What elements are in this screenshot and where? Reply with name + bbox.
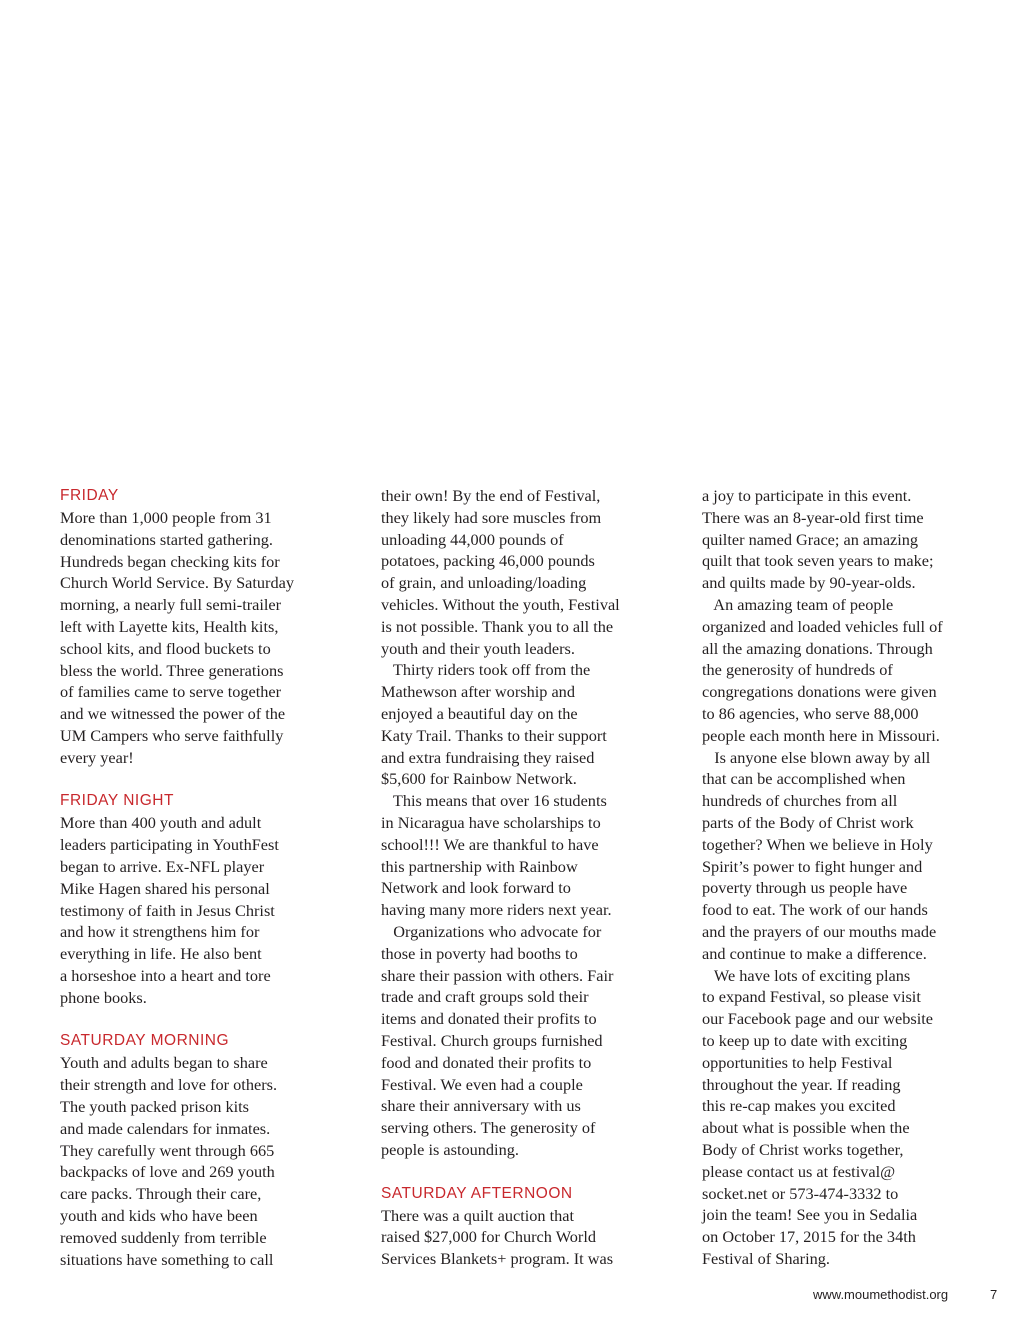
text-line: There was a quilt auction that bbox=[381, 1205, 575, 1225]
text-line: Festival of Sharing. bbox=[702, 1248, 830, 1268]
column-1 bbox=[60, 485, 360, 1270]
text-line: Body of Christ works together, bbox=[702, 1139, 904, 1159]
paragraph-conclusion bbox=[702, 485, 1002, 1270]
text-line: Services Blankets+ program. It was bbox=[381, 1249, 614, 1269]
text-line: share their anniversary with us bbox=[381, 1096, 581, 1116]
column-2 bbox=[381, 485, 681, 1270]
text-line: congregations donations were given bbox=[702, 682, 937, 702]
text-line: their strength and love for others. bbox=[60, 1075, 278, 1095]
text-line: to expand Festival, so please visit bbox=[702, 987, 921, 1007]
text-line: testimony of faith in Jesus Christ bbox=[60, 900, 275, 920]
text-line: trade and craft groups sold their bbox=[381, 987, 589, 1007]
text-line: this partnership with Rainbow bbox=[381, 856, 578, 876]
text-line: food to eat. The work of our hands bbox=[702, 900, 928, 920]
text-line: potatoes, packing 46,000 pounds bbox=[381, 551, 595, 571]
text-line: youth and kids who have been bbox=[60, 1205, 258, 1225]
text-line: people is astounding. bbox=[381, 1139, 519, 1159]
text-line: leaders participating in YouthFest bbox=[60, 835, 279, 855]
text-line: and how it strengthens him for bbox=[60, 922, 260, 942]
text-line: care packs. Through their care, bbox=[60, 1184, 262, 1204]
text-line: is not possible. Thank you to all the bbox=[381, 616, 614, 636]
page-number: 7 bbox=[990, 1287, 998, 1302]
text-line: They carefully went through 665 bbox=[60, 1140, 275, 1160]
text-line: they likely had sore muscles from bbox=[381, 507, 602, 527]
text-line: UM Campers who serve faithfully bbox=[60, 725, 284, 745]
text-line: Youth and adults began to share bbox=[60, 1053, 268, 1073]
text-line: throughout the year. If reading bbox=[702, 1074, 901, 1094]
text-line: This means that over 16 students bbox=[381, 791, 607, 811]
text-line: $5,600 for Rainbow Network. bbox=[381, 769, 577, 789]
text-line: vehicles. Without the youth, Festival bbox=[381, 594, 620, 614]
text-line: The youth packed prison kits bbox=[60, 1096, 250, 1116]
text-line: and extra fundraising they raised bbox=[381, 747, 595, 767]
text-line: this re-cap makes you excited bbox=[702, 1096, 896, 1116]
text-line: situations have something to call bbox=[60, 1249, 274, 1269]
text-line: join the team! See you in Sedalia bbox=[702, 1205, 918, 1225]
text-line: serving others. The generosity of bbox=[381, 1118, 596, 1138]
text-line: hundreds of churches from all bbox=[702, 791, 898, 811]
text-line: More than 1,000 people from 31 bbox=[60, 508, 272, 527]
paragraph-friday-night bbox=[60, 812, 360, 1008]
text-line: phone books. bbox=[60, 987, 147, 1007]
text-line: More than 400 youth and adult bbox=[60, 813, 262, 833]
text-line: share their passion with others. Fair bbox=[381, 965, 614, 985]
text-line: Katy Trail. Thanks to their support bbox=[381, 725, 607, 745]
text-line: Is anyone else blown away by all bbox=[702, 747, 931, 767]
text-line: please contact us at festival@ bbox=[702, 1161, 896, 1181]
text-line: Thirty riders took off from the bbox=[381, 660, 591, 680]
text-line: their own! By the end of Festival, bbox=[381, 486, 601, 505]
text-line: school!!! We are thankful to have bbox=[381, 834, 599, 854]
heading-saturday-afternoon: SATURDAY AFTERNOON bbox=[381, 1184, 573, 1202]
text-line: our Facebook page and our website bbox=[702, 1009, 934, 1029]
text-line: every year! bbox=[60, 747, 134, 767]
text-line: of families came to serve together bbox=[60, 682, 282, 702]
text-line: having many more riders next year. bbox=[381, 900, 612, 920]
text-line: everything in life. He also bent bbox=[60, 944, 262, 964]
text-line: socket.net or 573-474-3332 to bbox=[702, 1183, 899, 1203]
footer-website[interactable]: www.moumethodist.org bbox=[813, 1287, 949, 1302]
text-line: opportunities to help Festival bbox=[702, 1052, 893, 1072]
text-line: poverty through us people have bbox=[702, 878, 908, 898]
text-line: raised $27,000 for Church World bbox=[381, 1227, 596, 1247]
text-line: items and donated their profits to bbox=[381, 1009, 597, 1029]
text-line: youth and their youth leaders. bbox=[381, 638, 575, 658]
text-line: Church World Service. By Saturday bbox=[60, 573, 294, 593]
text-line: the generosity of hundreds of bbox=[702, 660, 893, 680]
text-line: Festival. We even had a couple bbox=[381, 1074, 583, 1094]
text-line: people each month here in Missouri. bbox=[702, 725, 940, 745]
text-line: a joy to participate in this event. bbox=[702, 486, 912, 505]
heading-friday-night: FRIDAY NIGHT bbox=[60, 792, 174, 810]
paragraph-saturday-afternoon bbox=[381, 1205, 681, 1270]
text-line: removed suddenly from terrible bbox=[60, 1227, 267, 1247]
paragraph-friday bbox=[60, 507, 360, 769]
text-line: and quilts made by 90-year-olds. bbox=[702, 573, 916, 593]
text-line: food and donated their profits to bbox=[381, 1052, 592, 1072]
text-line: Festival. Church groups furnished bbox=[381, 1030, 603, 1050]
text-line: and continue to make a difference. bbox=[702, 943, 927, 963]
text-line: unloading 44,000 pounds of bbox=[381, 529, 564, 549]
text-line: and the prayers of our mouths made bbox=[702, 921, 937, 941]
text-line: about what is possible when the bbox=[702, 1118, 910, 1138]
text-line: and made calendars for inmates. bbox=[60, 1118, 271, 1138]
text-line: Organizations who advocate for bbox=[381, 921, 602, 941]
text-line: on October 17, 2015 for the 34th bbox=[702, 1227, 916, 1247]
text-line: that can be accomplished when bbox=[702, 769, 906, 789]
text-line: to keep up to date with exciting bbox=[702, 1030, 908, 1050]
text-line: backpacks of love and 269 youth bbox=[60, 1162, 275, 1182]
text-line: left with Layette kits, Health kits, bbox=[60, 616, 279, 636]
text-line: began to arrive. Ex-NFL player bbox=[60, 856, 265, 876]
text-line: a horseshoe into a heart and tore bbox=[60, 965, 271, 985]
paragraph-continued bbox=[381, 485, 681, 1161]
text-line: Spirit’s power to fight hunger and bbox=[702, 856, 923, 876]
paragraph-saturday-morning bbox=[60, 1052, 360, 1270]
text-line: Mike Hagen shared his personal bbox=[60, 878, 270, 898]
text-line: to 86 agencies, who serve 88,000 bbox=[702, 703, 919, 723]
text-line: school kits, and flood buckets to bbox=[60, 638, 271, 658]
text-line: quilt that took seven years to make; bbox=[702, 551, 934, 571]
text-line: organized and loaded vehicles full of bbox=[702, 616, 943, 636]
text-line: those in poverty had booths to bbox=[381, 943, 578, 963]
text-line: all the amazing donations. Through bbox=[702, 638, 933, 658]
text-line: There was an 8-year-old first time bbox=[702, 507, 924, 527]
text-line: and we witnessed the power of the bbox=[60, 704, 286, 724]
text-line: parts of the Body of Christ work bbox=[702, 812, 914, 832]
heading-saturday-morning: SATURDAY MORNING bbox=[60, 1032, 230, 1050]
text-line: bless the world. Three generations bbox=[60, 660, 284, 680]
text-line: An amazing team of people bbox=[702, 594, 894, 614]
text-line: enjoyed a beautiful day on the bbox=[381, 703, 578, 723]
text-line: of grain, and unloading/loading bbox=[381, 573, 587, 593]
column-3 bbox=[702, 485, 1002, 1270]
text-line: in Nicaragua have scholarships to bbox=[381, 812, 601, 832]
text-line: Hundreds began checking kits for bbox=[60, 551, 280, 571]
text-line: Network and look forward to bbox=[381, 878, 571, 898]
text-line: Mathewson after worship and bbox=[381, 682, 575, 702]
text-line: together? When we believe in Holy bbox=[702, 834, 933, 854]
heading-friday: FRIDAY bbox=[60, 487, 119, 504]
text-line: quilter named Grace; an amazing bbox=[702, 529, 919, 549]
text-line: morning, a nearly full semi-trailer bbox=[60, 595, 282, 615]
text-line: We have lots of exciting plans bbox=[702, 965, 911, 985]
text-line: denominations started gathering. bbox=[60, 529, 273, 549]
